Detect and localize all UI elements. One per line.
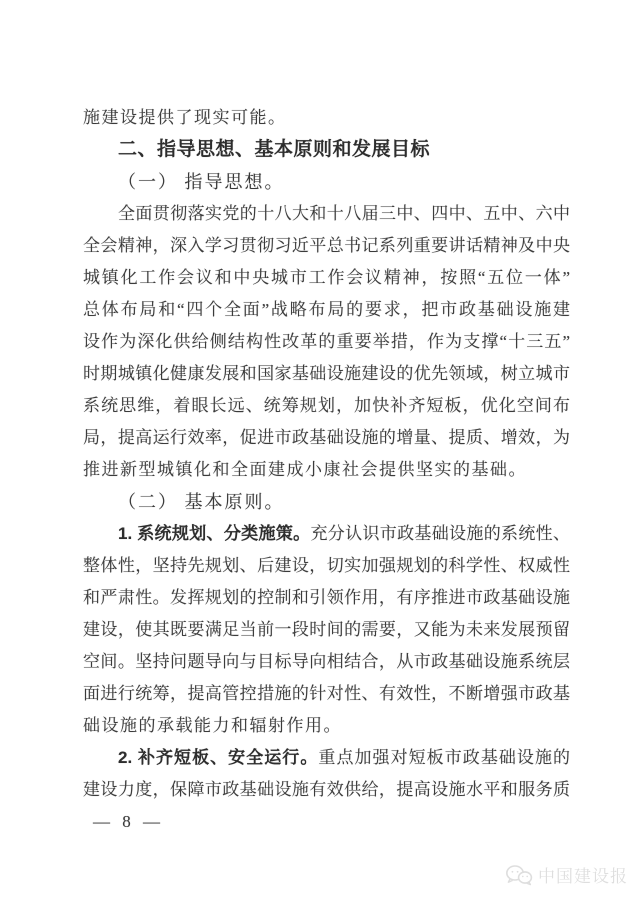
item-1-lead: 1. 系统规划、分类施策。 [118,524,311,543]
paragraph-line: 和严肃性。发挥规划的控制和引领作用，有序推进市政基础设施 [83,588,570,607]
paragraph-line: 系统思维，着眼长远、统筹规划，加快补齐短板，优化空间布 [83,396,570,415]
paragraph-line: 推进新型城镇化和全面建成小康社会提供坚实的基础。 [83,460,527,479]
item-2-lead-rest: 重点加强对短板市政基础设施的 [318,748,570,767]
numbered-item-1-first-line [83,518,570,550]
paragraph-line: 城镇化工作会议和中央城市工作会议精神，按照“五位一体” [83,268,570,287]
paragraph-line: 全会精神，深入学习贯彻习近平总书记系列重要讲话精神及中央 [83,236,570,255]
numbered-item-2-first-line [83,742,570,774]
page-number: — 8 — [93,812,164,831]
paragraph-continuation-line: 施建设提供了现实可能。 [83,108,287,127]
paragraph-line: 面进行统筹，提高管控措施的针对性、有效性，不断增强市政基 [83,684,570,703]
paragraph-line: 时期城镇化健康发展和国家基础设施建设的优先领域，树立城市 [83,364,570,383]
paragraph-line: 空间。坚持问题导向与目标导向相结合，从市政基础设施系统层 [83,652,570,671]
section-heading: 二、指导思想、基本原则和发展目标 [118,139,431,160]
paragraph-line: 整体性，坚持先规划、后建设，切实加强规划的科学性、权威性 [83,556,570,575]
watermark-brand-label: 中国建设报 [538,867,628,886]
paragraph-line: 础设施的承载能力和辐射作用。 [83,716,342,735]
subsection-heading-2: （二） 基本原则。 [118,492,285,512]
paragraph-line: 建设力度，保障市政基础设施有效供给，提高设施水平和服务质 [83,780,570,799]
paragraph-line: 建设，使其既要满足当前一段时间的需要，又能为未来发展预留 [83,620,570,639]
item-1-lead-rest: 充分认识市政基础设施的系统性、 [310,524,570,543]
item-2-lead: 2. 补齐短板、安全运行。 [118,748,319,767]
document-body [83,102,570,838]
paragraph-line: 局，提高运行效率，促进市政基础设施的增量、提质、增效，为 [83,428,570,447]
wechat-icon [505,864,533,886]
subsection-heading-1: （一） 指导思想。 [118,172,285,192]
paragraph-line: 设作为深化供给侧结构性改革的重要举措，作为支撑“十三五” [83,332,570,351]
watermark-brand [505,862,628,887]
paragraph-line: 总体布局和“四个全面”战略布局的要求，把市政基础设施建 [83,300,570,319]
paragraph-line: 全面贯彻落实党的十八大和十八届三中、四中、五中、六中 [118,204,570,223]
